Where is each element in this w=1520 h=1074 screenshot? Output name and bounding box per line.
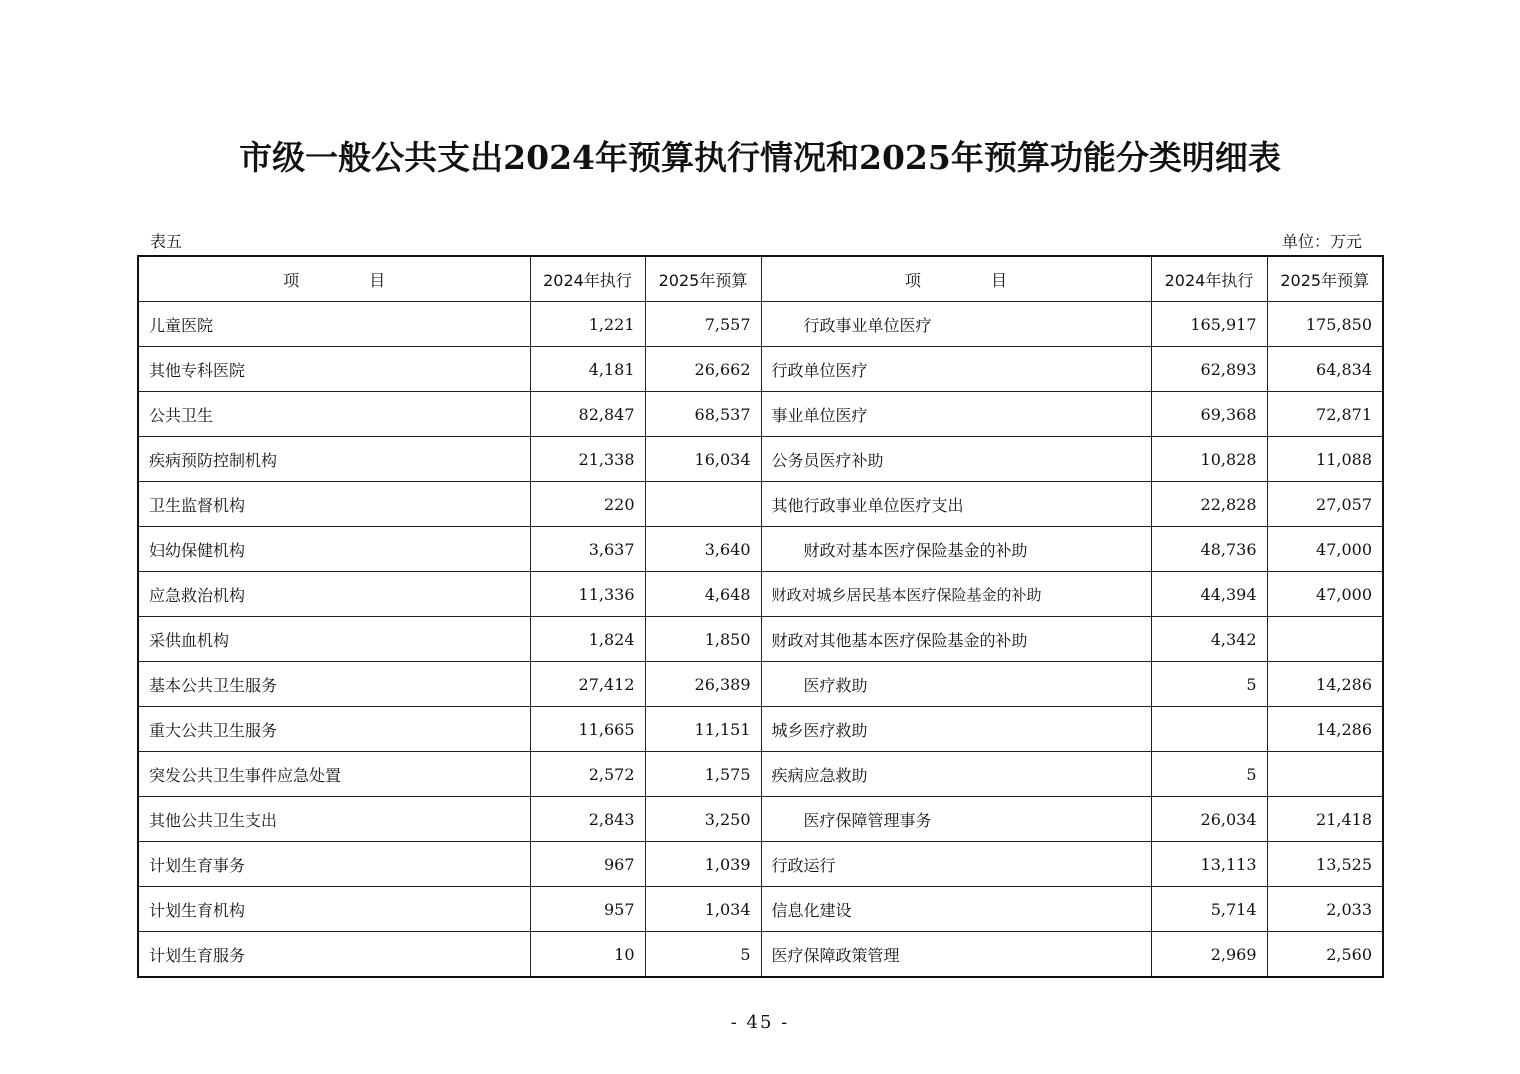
- table-row: [138, 887, 1383, 932]
- right-budget-value: 72,871: [1267, 392, 1383, 437]
- header-item-right: 项 目: [761, 256, 1151, 302]
- table-row: [138, 572, 1383, 617]
- right-item-name: 行政单位医疗: [761, 347, 1151, 392]
- left-item-name: 儿童医院: [138, 302, 530, 347]
- table-row: [138, 437, 1383, 482]
- left-budget-value: 1,575: [645, 752, 761, 797]
- left-item-name: 卫生监督机构: [138, 482, 530, 527]
- right-budget-value: 47,000: [1267, 572, 1383, 617]
- left-budget-value: 4,648: [645, 572, 761, 617]
- right-item-name: 医疗保障管理事务: [761, 797, 1151, 842]
- right-budget-value: 14,286: [1267, 662, 1383, 707]
- right-budget-value: [1267, 617, 1383, 662]
- right-budget-value: 27,057: [1267, 482, 1383, 527]
- left-budget-value: 5: [645, 932, 761, 978]
- right-budget-value: 64,834: [1267, 347, 1383, 392]
- table-row: [138, 617, 1383, 662]
- right-item-name: 行政事业单位医疗: [761, 302, 1151, 347]
- right-exec-value: 69,368: [1151, 392, 1267, 437]
- left-exec-value: 11,336: [530, 572, 645, 617]
- table-row: [138, 707, 1383, 752]
- table-row: [138, 527, 1383, 572]
- right-exec-value: 4,342: [1151, 617, 1267, 662]
- right-exec-value: 62,893: [1151, 347, 1267, 392]
- table-row: [138, 842, 1383, 887]
- table-header-row: [138, 256, 1383, 302]
- table-row: [138, 482, 1383, 527]
- left-budget-value: [645, 482, 761, 527]
- left-item-name: 应急救治机构: [138, 572, 530, 617]
- left-budget-value: 7,557: [645, 302, 761, 347]
- left-budget-value: 16,034: [645, 437, 761, 482]
- right-item-name: 财政对城乡居民基本医疗保险基金的补助: [761, 572, 1151, 617]
- header-exec-2024-right: 2024年执行: [1151, 256, 1267, 302]
- right-item-name: 事业单位医疗: [761, 392, 1151, 437]
- right-item-name: 其他行政事业单位医疗支出: [761, 482, 1151, 527]
- header-budget-2025-left: 2025年预算: [645, 256, 761, 302]
- right-budget-value: [1267, 752, 1383, 797]
- right-exec-value: 5: [1151, 752, 1267, 797]
- left-exec-value: 957: [530, 887, 645, 932]
- right-item-name: 信息化建设: [761, 887, 1151, 932]
- header-item-left: 项 目: [138, 256, 530, 302]
- left-budget-value: 26,389: [645, 662, 761, 707]
- left-budget-value: 3,640: [645, 527, 761, 572]
- left-item-name: 重大公共卫生服务: [138, 707, 530, 752]
- left-exec-value: 82,847: [530, 392, 645, 437]
- left-exec-value: 220: [530, 482, 645, 527]
- left-item-name: 公共卫生: [138, 392, 530, 437]
- left-budget-value: 1,039: [645, 842, 761, 887]
- right-exec-value: 22,828: [1151, 482, 1267, 527]
- right-item-name: 医疗救助: [761, 662, 1151, 707]
- left-item-name: 计划生育事务: [138, 842, 530, 887]
- left-budget-value: 26,662: [645, 347, 761, 392]
- left-exec-value: 1,221: [530, 302, 645, 347]
- left-exec-value: 2,843: [530, 797, 645, 842]
- table-row: [138, 302, 1383, 347]
- table-row: [138, 347, 1383, 392]
- budget-table: [137, 255, 1384, 978]
- left-item-name: 妇幼保健机构: [138, 527, 530, 572]
- left-exec-value: 27,412: [530, 662, 645, 707]
- right-item-name: 城乡医疗救助: [761, 707, 1151, 752]
- right-budget-value: 2,033: [1267, 887, 1383, 932]
- header-budget-2025-right: 2025年预算: [1267, 256, 1383, 302]
- right-budget-value: 47,000: [1267, 527, 1383, 572]
- left-item-name: 计划生育机构: [138, 887, 530, 932]
- right-exec-value: 48,736: [1151, 527, 1267, 572]
- left-exec-value: 11,665: [530, 707, 645, 752]
- left-exec-value: 1,824: [530, 617, 645, 662]
- left-exec-value: 10: [530, 932, 645, 978]
- right-budget-value: 11,088: [1267, 437, 1383, 482]
- left-item-name: 基本公共卫生服务: [138, 662, 530, 707]
- left-item-name: 疾病预防控制机构: [138, 437, 530, 482]
- right-item-name: 财政对基本医疗保险基金的补助: [761, 527, 1151, 572]
- left-exec-value: 4,181: [530, 347, 645, 392]
- header-exec-2024-left: 2024年执行: [530, 256, 645, 302]
- left-exec-value: 21,338: [530, 437, 645, 482]
- page-number: - 45 -: [730, 1012, 790, 1033]
- table-row: [138, 932, 1383, 978]
- left-budget-value: 1,850: [645, 617, 761, 662]
- right-budget-value: 14,286: [1267, 707, 1383, 752]
- right-exec-value: 5: [1151, 662, 1267, 707]
- table-row: [138, 662, 1383, 707]
- right-exec-value: 10,828: [1151, 437, 1267, 482]
- right-exec-value: 44,394: [1151, 572, 1267, 617]
- left-budget-value: 1,034: [645, 887, 761, 932]
- right-item-name: 医疗保障政策管理: [761, 932, 1151, 978]
- right-budget-value: 13,525: [1267, 842, 1383, 887]
- right-exec-value: 5,714: [1151, 887, 1267, 932]
- table-row: [138, 752, 1383, 797]
- table-row: [138, 392, 1383, 437]
- left-item-name: 其他专科医院: [138, 347, 530, 392]
- table-number-label: 表五: [150, 232, 183, 251]
- right-exec-value: [1151, 707, 1267, 752]
- left-budget-value: 68,537: [645, 392, 761, 437]
- right-exec-value: 26,034: [1151, 797, 1267, 842]
- left-item-name: 采供血机构: [138, 617, 530, 662]
- right-exec-value: 2,969: [1151, 932, 1267, 978]
- left-item-name: 其他公共卫生支出: [138, 797, 530, 842]
- right-exec-value: 13,113: [1151, 842, 1267, 887]
- right-item-name: 行政运行: [761, 842, 1151, 887]
- right-budget-value: 2,560: [1267, 932, 1383, 978]
- right-budget-value: 21,418: [1267, 797, 1383, 842]
- right-budget-value: 175,850: [1267, 302, 1383, 347]
- right-item-name: 公务员医疗补助: [761, 437, 1151, 482]
- left-item-name: 计划生育服务: [138, 932, 530, 978]
- unit-label: 单位：万元: [1281, 232, 1362, 251]
- table-row: [138, 797, 1383, 842]
- left-exec-value: 967: [530, 842, 645, 887]
- left-item-name: 突发公共卫生事件应急处置: [138, 752, 530, 797]
- left-exec-value: 3,637: [530, 527, 645, 572]
- right-item-name: 财政对其他基本医疗保险基金的补助: [761, 617, 1151, 662]
- left-budget-value: 3,250: [645, 797, 761, 842]
- right-item-name: 疾病应急救助: [761, 752, 1151, 797]
- left-exec-value: 2,572: [530, 752, 645, 797]
- left-budget-value: 11,151: [645, 707, 761, 752]
- page-title: 市级一般公共支出2024年预算执行情况和2025年预算功能分类明细表: [239, 138, 1281, 177]
- right-exec-value: 165,917: [1151, 302, 1267, 347]
